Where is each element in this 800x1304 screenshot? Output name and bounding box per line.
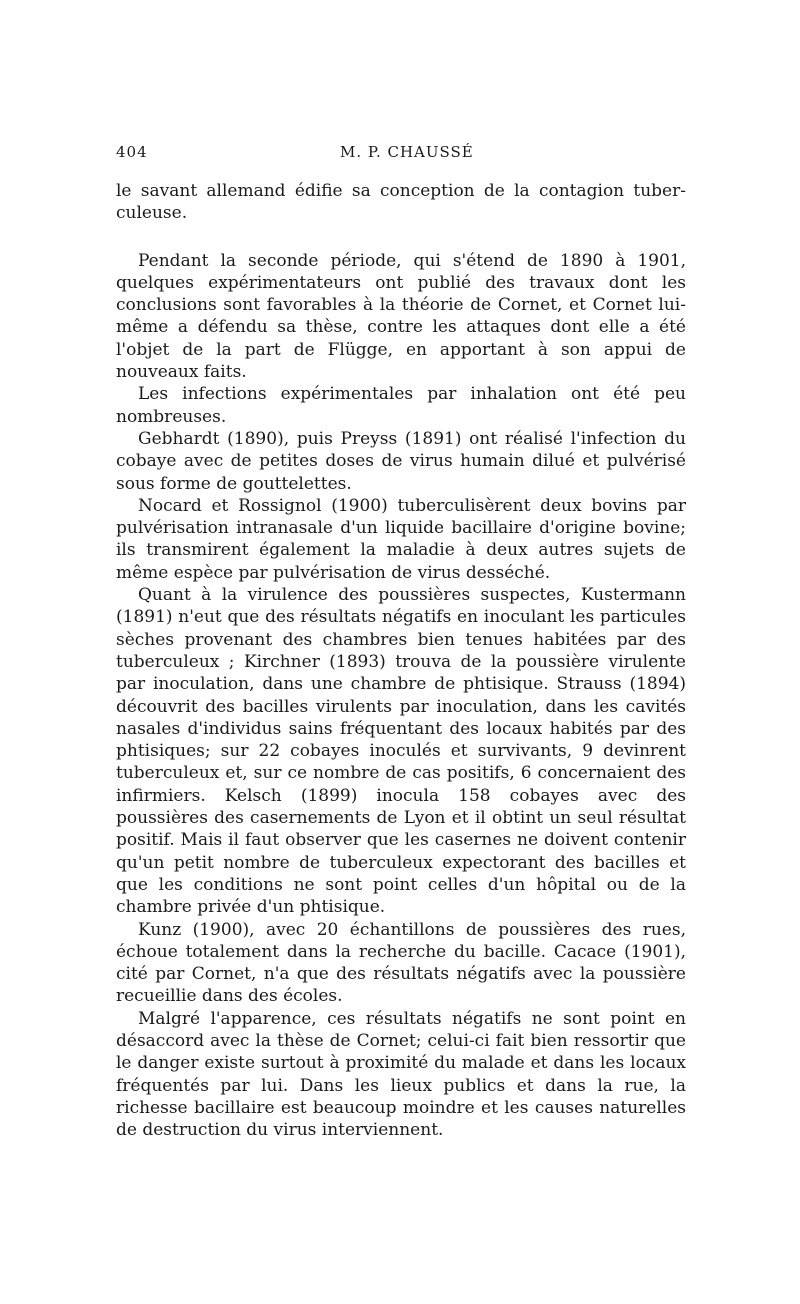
paragraph-dust-virulence: Quant à la virulence des poussières suspectes, Kustermann (1891) n'eut que des résultats négatifs en inoculant les particules sèches provenant des chambres bien tenues habitées par des tuberculeux ; Kirchner (1893) trouva de la poussière virulente par inoculation, dans une chambre de phtisique. Strauss (1894) découvrit des bacilles virulents par inoculation, dans les cavités nasales d'individus sains fréquentant des locaux habités par des phtisiques; sur 22 cobayes inoculés et survivants, 9 devinrent tuberculeux et, sur ce nombre de cas positifs, 6 concernaient des infirmiers. Kelsch (1899) inocula 158 cobayes avec des poussières des casernements de Lyon et il obtint un seul résultat positif. Mais il faut observer que les casernes ne doivent contenir qu'un petit nombre de tuberculeux expectorant des bacilles et que les conditions ne sont point celles d'un hôpital ou de la chambre privée d'un phtisique. [116,585,686,918]
paragraph-kunz: Kunz (1900), avec 20 échantillons de poussières des rues, échoue totalement dans la recherche du bacille. Cacace (1901), cité par Cornet, n'a que des résultats négatifs avec la poussière recueillie dans des écoles. [116,919,686,1007]
running-title: M. P. CHAUSSÉ [340,143,474,161]
page-header [116,143,686,167]
paragraph-second-period: Pendant la seconde période, qui s'étend de 1890 à 1901, quelques expérimentateurs ont publié des travaux dont les conclusions sont favorables à la théorie de Cornet, et Cornet lui-même a défendu sa thèse, contre les attaques dont elle a été l'objet de la part de Flügge, en apportant à son appui de nouveaux faits. [116,250,686,383]
paragraph-gebhardt: Gebhardt (1890), puis Preyss (1891) ont réalisé l'infection du cobaye avec de petites doses de virus humain dilué et pulvérisé sous forme de gouttelettes. [116,428,686,494]
body-text [116,180,686,1141]
page-number: 404 [116,143,148,161]
paragraph-inhalation: Les infections expérimentales par inhalation ont été peu nombreuses. [116,384,686,427]
paragraph-continuation: le savant allemand édifie sa conception de la contagion tuber-culeuse. [116,181,686,224]
paragraph-conclusion: Malgré l'apparence, ces résultats négatifs ne sont point en désaccord avec la thèse de Cornet; celui-ci fait bien ressortir que le danger existe surtout à proximité du malade et dans les locaux fréquentés par lui. Dans les lieux publics et dans la rue, la richesse bacillaire est beaucoup moindre et les causes naturelles de destruction du virus interviennent. [116,1008,686,1141]
paragraph-nocard: Nocard et Rossignol (1900) tuberculisèrent deux bovins par pulvérisation intranasale d'un liquide bacillaire d'origine bovine; ils transmirent également la maladie à deux autres sujets de même espèce par pulvérisation de virus desséché. [116,495,686,583]
